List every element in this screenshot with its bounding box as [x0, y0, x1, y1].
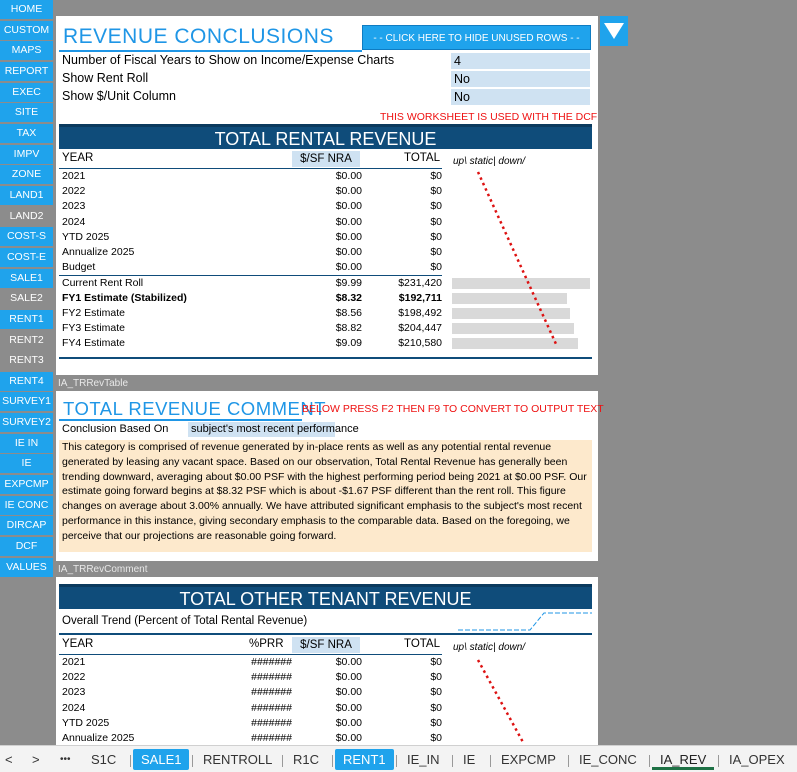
hide-unused-rows-button[interactable]: - - CLICK HERE TO HIDE UNUSED ROWS - - [362, 25, 591, 50]
cell-total: $0 [430, 215, 442, 228]
cell-nra: $0.00 [335, 716, 362, 729]
col-header-nra: $/SF NRA [292, 151, 360, 167]
projection-divider [59, 275, 442, 276]
other-col-nra: $/SF NRA [292, 637, 360, 653]
rental-revenue-band: TOTAL RENTAL REVENUE [59, 124, 592, 149]
cell-total: $0 [430, 716, 442, 729]
cell-total: $0 [430, 261, 442, 274]
nav-button-sale1[interactable]: SALE1 [0, 269, 53, 288]
trend-sparkline [458, 610, 592, 632]
cell-nra: $0.00 [335, 261, 362, 274]
param-label-rent-roll: Show Rent Roll [62, 71, 149, 85]
nav-button-dcf[interactable]: DCF [0, 537, 53, 556]
cell-year: 2024 [62, 215, 86, 228]
collapse-arrow-button[interactable] [600, 16, 628, 46]
cell-total: $0 [430, 656, 442, 668]
tab-separator [649, 755, 650, 767]
other-col-prr: %PRR [249, 638, 284, 650]
trend-dotted-line [476, 170, 566, 350]
cell-nra: $0.00 [335, 170, 362, 182]
cell-prr: ####### [251, 686, 292, 699]
projection-row [62, 322, 442, 337]
nav-button-cost-e[interactable]: COST-E [0, 248, 53, 267]
tab-rent1[interactable]: RENT1 [335, 749, 394, 770]
cell-year: Current Rent Roll [62, 277, 144, 289]
comment-text[interactable]: This category is comprised of revenue generated by in-place rents as well as any potential rental revenue generated by leasing any vacant space. Based on our observation, Total Rental Revenue has generally been trending downward, averaging about $0.00 PSF with the highest performing period being 2021 at $0.00 PSF. Our estimate going forward begins at $8.32 PSF which is about -$1.67 PSF different than the rent roll. This figure changes on average about 3.00% annually. We have attributed significant emphasis to the subject's most recent performance in this instance, giving secondary emphasis to the comparable data. Based on the foregoing, we perceive that our projections are reasonable going forward. [59, 440, 592, 552]
table-row [62, 671, 442, 686]
tab-sale1[interactable]: SALE1 [133, 749, 189, 770]
nav-button-ie-in[interactable]: IE IN [0, 434, 53, 453]
tab-scroll-prev[interactable]: < [5, 752, 13, 767]
cell-total: $0 [430, 246, 442, 258]
nav-button-impv[interactable]: IMPV [0, 145, 53, 164]
other-col-year: YEAR [62, 638, 94, 650]
tab-separator [568, 755, 569, 767]
cell-nra: $9.99 [335, 277, 362, 289]
cell-nra: $8.56 [335, 307, 362, 320]
cell-nra: $0.00 [335, 671, 362, 684]
table-row [62, 702, 442, 717]
other-col-total: TOTAL [404, 638, 440, 650]
cell-prr: ####### [251, 732, 292, 744]
nav-button-tax[interactable]: TAX [0, 124, 53, 143]
nav-button-ie-conc[interactable]: IE CONC [0, 496, 53, 515]
nav-button-site[interactable]: SITE [0, 103, 53, 122]
cell-total: $231,420 [398, 277, 442, 289]
trend-label: up\ static| down/ [453, 156, 526, 167]
more-tabs-button[interactable]: ••• [60, 754, 71, 765]
table-bottom-rule [59, 357, 592, 359]
range-name-comment: IA_TRRevComment [58, 564, 148, 575]
tab-separator [130, 755, 131, 767]
tab-r1c[interactable]: R1C [293, 752, 320, 767]
table-row [62, 261, 442, 276]
header-divider [59, 168, 442, 169]
cell-nra: $0.00 [335, 200, 362, 213]
col-header-year: YEAR [62, 152, 94, 164]
tab-ie_in[interactable]: IE_IN [407, 752, 440, 767]
cell-year: Annualize 2025 [62, 246, 135, 258]
tab-separator [332, 755, 333, 767]
other-header-divider [59, 654, 442, 655]
tab-separator [192, 755, 193, 767]
table-row [62, 656, 442, 671]
comment-title-underline [59, 419, 302, 421]
tab-s1c[interactable]: S1C [91, 752, 117, 767]
cell-total: $0 [430, 230, 442, 243]
cell-year: 2023 [62, 200, 86, 213]
cell-nra: $0.00 [335, 246, 362, 258]
cell-prr: ####### [251, 701, 292, 714]
conclusion-label: Conclusion Based On [62, 423, 169, 435]
cell-total: $204,447 [398, 322, 442, 335]
tab-separator [490, 755, 491, 767]
cell-nra: $0.00 [335, 686, 362, 699]
convert-note: BELOW PRESS F2 THEN F9 TO CONVERT TO OUTPUT TEXT [302, 403, 604, 415]
projection-row [62, 292, 442, 307]
tab-scroll-next[interactable]: > [32, 752, 40, 767]
page-title: REVENUE CONCLUSIONS [63, 25, 334, 48]
cell-total: $0 [430, 732, 442, 744]
cell-year: 2022 [62, 671, 86, 684]
nav-button-cost-s[interactable]: COST-S [0, 227, 53, 246]
nav-button-home[interactable]: HOME [0, 0, 53, 19]
cell-total: $0 [430, 170, 442, 182]
tab-expcmp[interactable]: EXPCMP [501, 752, 556, 767]
tab-separator [282, 755, 283, 767]
nav-button-exec[interactable]: EXEC [0, 83, 53, 102]
projection-row [62, 337, 442, 352]
projection-row [62, 277, 442, 292]
table-row [62, 246, 442, 261]
table-row [62, 170, 442, 185]
param-rent-roll-field[interactable]: No [451, 71, 590, 87]
tab-ia_opex[interactable]: IA_OPEX [729, 752, 785, 767]
table-row [62, 686, 442, 701]
cell-year: FY4 Estimate [62, 337, 126, 350]
cell-total: $0 [430, 185, 442, 198]
tab-separator [452, 755, 453, 767]
cell-year: YTD 2025 [62, 716, 110, 729]
cell-year: Budget [62, 261, 96, 274]
cell-nra: $9.09 [335, 337, 362, 350]
table-row [62, 717, 442, 732]
nav-button-ie[interactable]: IE [0, 454, 53, 473]
dcf-note: THIS WORKSHEET IS USED WITH THE DCF [380, 111, 598, 123]
other-revenue-band: TOTAL OTHER TENANT REVENUE [59, 584, 592, 609]
param-fiscal-years-field[interactable]: 4 [451, 53, 590, 69]
param-label-unit-column: Show $/Unit Column [62, 89, 176, 103]
tab-ie[interactable]: IE [463, 752, 476, 767]
col-header-total: TOTAL [404, 152, 440, 164]
left-nav [0, 0, 53, 578]
nav-button-report[interactable]: REPORT [0, 62, 53, 81]
param-label-fiscal-years: Number of Fiscal Years to Show on Income/Expense Charts [62, 53, 395, 67]
nav-button-rent3[interactable]: RENT3 [0, 351, 53, 370]
cell-nra: $0.00 [335, 656, 362, 668]
nav-button-custom[interactable]: CUSTOM [0, 21, 53, 40]
nav-button-land1[interactable]: LAND1 [0, 186, 53, 205]
nav-button-dircap[interactable]: DIRCAP [0, 516, 53, 535]
cell-year: YTD 2025 [62, 230, 110, 243]
cell-year: 2024 [62, 701, 86, 714]
conclusion-field[interactable]: subject's most recent performance [188, 422, 335, 437]
nav-button-sale2[interactable]: SALE2 [0, 289, 53, 308]
nav-button-survey2[interactable]: SURVEY2 [0, 413, 53, 432]
triangle-down-icon [600, 16, 628, 46]
nav-button-maps[interactable]: MAPS [0, 41, 53, 60]
table-row [62, 216, 442, 231]
title-underline [59, 50, 362, 52]
nav-button-land2[interactable]: LAND2 [0, 207, 53, 226]
cell-nra: $0.00 [335, 230, 362, 243]
cell-total: $0 [430, 686, 442, 699]
other-header-rule [59, 633, 592, 635]
cell-total: $0 [430, 200, 442, 213]
cell-year: 2021 [62, 656, 86, 668]
sheet-tab-bar [0, 745, 797, 772]
cell-prr: ####### [251, 656, 292, 668]
other-trend-label: up\ static| down/ [453, 642, 526, 653]
cell-year: 2023 [62, 686, 86, 699]
tab-ia_rev[interactable]: IA_REV [652, 749, 714, 770]
range-name-rental-table: IA_TRRevTable [58, 378, 129, 389]
cell-nra: $0.00 [335, 701, 362, 714]
cell-nra: $8.32 [335, 292, 362, 305]
cell-total: $0 [430, 701, 442, 714]
nav-button-zone[interactable]: ZONE [0, 165, 53, 184]
cell-nra: $0.00 [335, 732, 362, 744]
table-row [62, 185, 442, 200]
cell-year: Annualize 2025 [62, 732, 135, 744]
cell-year: FY1 Estimate (Stabilized) [62, 292, 187, 305]
cell-nra: $0.00 [335, 185, 362, 198]
cell-total: $210,580 [398, 337, 442, 350]
cell-year: FY2 Estimate [62, 307, 126, 320]
nav-button-survey1[interactable]: SURVEY1 [0, 392, 53, 411]
cell-prr: ####### [251, 671, 292, 684]
cell-total: $0 [430, 671, 442, 684]
cell-prr: ####### [251, 716, 292, 729]
cell-total: $198,492 [398, 307, 442, 320]
tab-rentroll[interactable]: RENTROLL [203, 752, 273, 767]
param-unit-column-field[interactable]: No [451, 89, 590, 105]
nav-button-values[interactable]: VALUES [0, 558, 53, 577]
cell-year: FY3 Estimate [62, 322, 126, 335]
nav-button-expcmp[interactable]: EXPCMP [0, 475, 53, 494]
table-row [62, 200, 442, 215]
comment-title: TOTAL REVENUE COMMENT [63, 398, 327, 419]
table-row [62, 231, 442, 246]
tab-separator [718, 755, 719, 767]
overall-trend-label: Overall Trend (Percent of Total Rental Revenue) [62, 615, 308, 627]
tab-separator [396, 755, 397, 767]
tab-ie_conc[interactable]: IE_CONC [579, 752, 637, 767]
projection-row [62, 307, 442, 322]
other-trend-dotted-line [476, 658, 526, 746]
cell-nra: $0.00 [335, 215, 362, 228]
cell-year: 2021 [62, 170, 86, 182]
nav-button-rent2[interactable]: RENT2 [0, 331, 53, 350]
cell-total: $192,711 [398, 292, 442, 305]
cell-year: 2022 [62, 185, 86, 198]
cell-nra: $8.82 [335, 322, 362, 335]
nav-button-rent1[interactable]: RENT1 [0, 310, 53, 329]
nav-button-rent4[interactable]: RENT4 [0, 372, 53, 391]
